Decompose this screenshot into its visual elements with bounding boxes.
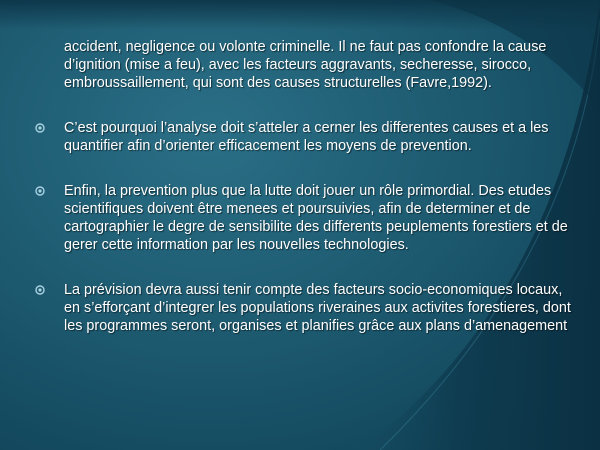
bullet-text: Enfin, la prevention plus que la lutte doit jouer un rôle primordial. Des etudes scientifiques doivent être menees et poursuivies, afin de determiner et de cartographier le degre de sensibilite des differents peuplements forestiers et de gerer cette information par les nouvelles technologies.: [64, 183, 568, 253]
lead-paragraph: accident, negligence ou volonte criminelle. Il ne faut pas confondre la cause d’ignition (mise a feu), avec les facteurs aggravants, secheresse, sirocco, embroussaillement, qui sont des causes structurelles (Favre,1992).: [64, 39, 547, 91]
bullet-item: [58, 281, 573, 335]
circle-bullet-icon: [35, 285, 45, 295]
slide-content: [58, 38, 573, 362]
bullet-text: C’est pourquoi l’analyse doit s’atteler a cerner les differentes causes et a les quantifier afin d’orienter efficacement les moyens de prevention.: [64, 120, 549, 154]
top-shade: [0, 0, 600, 30]
bullet-item: [58, 119, 573, 155]
bullet-item: [58, 182, 573, 254]
circle-bullet-icon: [35, 123, 45, 133]
circle-bullet-icon: [35, 186, 45, 196]
bullet-text: La prévision devra aussi tenir compte des facteurs socio-economiques locaux, en s’efforçant d’integrer les populations riveraines aux activites forestieres, dont les programmes seront, organises et planifies grâce aux plans d’amenagement: [64, 282, 571, 334]
